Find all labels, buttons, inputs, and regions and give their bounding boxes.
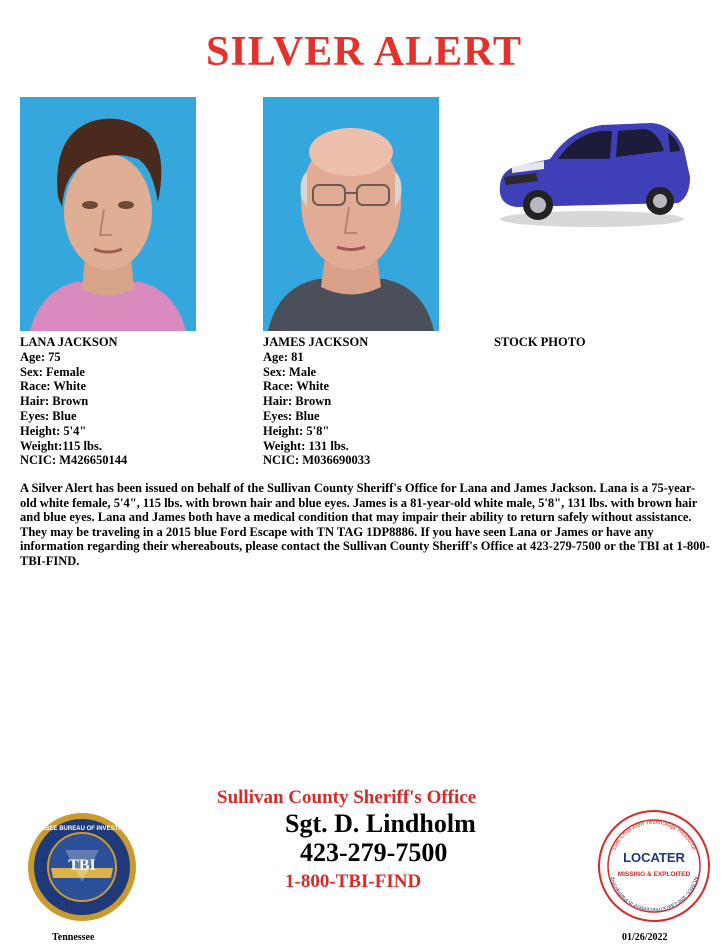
person-age: Age: 75 [20, 349, 61, 364]
vehicle-photo [492, 115, 692, 230]
person-weight: Weight: 131 lbs. [263, 438, 349, 453]
lana-info [20, 335, 127, 468]
person-hair: Hair: Brown [20, 394, 89, 409]
tbi-seal-text: TENNESSEE BUREAU OF INVESTIGATION [27, 826, 137, 832]
locater-logo [598, 810, 710, 922]
person-ncic: NCIC: M036690033 [263, 453, 371, 468]
locater-text: LOCATER [623, 850, 685, 865]
tbi-abbrev: TBI [68, 857, 96, 874]
footer-state: Tennessee [52, 932, 95, 943]
tbi-hotline: 1-800-TBI-FIND [285, 871, 422, 892]
person-sex: Sex: Female [20, 364, 85, 379]
person-sex: Sex: Male [263, 364, 317, 379]
person-name: JAMES JACKSON [263, 335, 369, 349]
alert-description: A Silver Alert has been issued on behalf of the Sullivan County Sheriff's Office for Lana and James Jackson. Lana is a 75-year-old white female, 5'4", 115 lbs. with brown hair and blue eyes. James is a 81-year-old white male, 5'8", 131 lbs. with brown hair and blue eyes. Lana and James both have a medical condition that may impair their ability to return safely without assistance. They may be traveling in a 2015 blue Ford Escape with TN TAG 1DP8886. If you have seen Lana or James or have any information regarding their whereabouts, please contact the Sullivan County Sheriff's Office at 423-279-7500 or the TBI at 1-800-TBI-FIND. [20, 481, 710, 568]
locater-ring-bottom: NCMEC and Law Enforcement in Partnership [609, 875, 699, 913]
person-name: LANA JACKSON [20, 335, 118, 349]
person-race: Race: White [263, 379, 330, 394]
lana-photo [20, 97, 196, 331]
james-info [263, 335, 370, 468]
person-height: Height: 5'4" [20, 423, 87, 438]
person-age: Age: 81 [263, 349, 304, 364]
person-ncic: NCIC: M426650144 [20, 453, 128, 468]
footer-date: 01/26/2022 [622, 932, 668, 943]
vehicle-caption [494, 335, 586, 350]
james-photo [263, 97, 439, 331]
locater-sub: MISSING & EXPLOITED [617, 871, 691, 878]
tbi-seal-logo [27, 812, 137, 922]
officer-phone: 423-279-7500 [300, 838, 448, 867]
alert-title: SILVER ALERT [206, 29, 522, 75]
sheriff-office: Sullivan County Sheriff's Office [217, 787, 477, 808]
stock-photo-label: STOCK PHOTO [494, 335, 586, 349]
person-hair: Hair: Brown [263, 394, 332, 409]
person-weight: Weight:115 lbs. [20, 438, 102, 453]
person-eyes: Eyes: Blue [20, 408, 77, 423]
person-eyes: Eyes: Blue [263, 408, 320, 423]
person-height: Height: 5'8" [263, 423, 330, 438]
officer-name: Sgt. D. Lindholm [285, 809, 476, 838]
person-race: Race: White [20, 379, 87, 394]
locater-ring-top: Lost Child Alert Technology Resource [611, 819, 697, 852]
